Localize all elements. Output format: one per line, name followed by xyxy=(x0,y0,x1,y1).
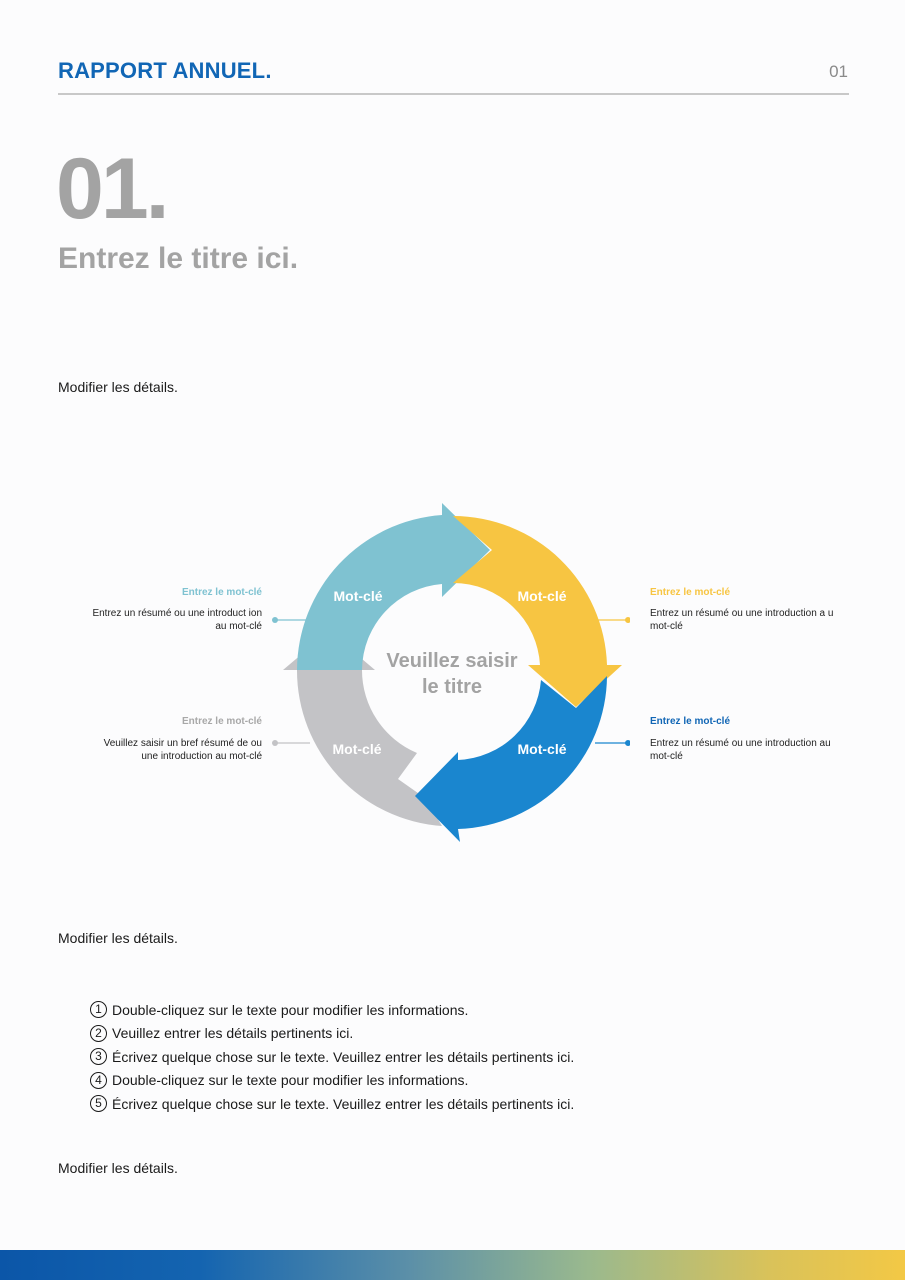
list-number-badge: 5 xyxy=(90,1095,107,1112)
footer-gradient-bar xyxy=(0,1250,905,1280)
callout-description-bottom-left: Veuillez saisir un bref résumé de ou une introduction au mot-clé xyxy=(103,738,262,762)
section-title: Entrez le titre ici. xyxy=(58,242,299,275)
list-number-badge: 2 xyxy=(90,1025,107,1042)
segment-label-top-right: Mot-clé xyxy=(517,588,567,604)
cycle-center-title-line2: le titre xyxy=(421,676,483,698)
list-number-badge: 4 xyxy=(90,1072,107,1089)
cycle-segment-top-left xyxy=(297,503,490,670)
callout-description-top-right: Entrez un résumé ou une introduction a u mot-clé xyxy=(650,608,834,632)
header-divider xyxy=(58,93,849,95)
list-number-badge: 1 xyxy=(90,1001,107,1018)
list-item-text: Écrivez quelque chose sur le texte. Veuillez entrer les détails pertinents ici. xyxy=(112,1095,575,1112)
callout-keyword-bottom-left: Entrez le mot-clé xyxy=(181,716,262,727)
list-item-text: Écrivez quelque chose sur le texte. Veuillez entrer les détails pertinents ici. xyxy=(112,1048,575,1065)
segment-label-top-left: Mot-clé xyxy=(333,588,383,604)
header-title: RAPPORT ANNUEL. xyxy=(58,58,272,83)
paragraph-2: Modifier les détails. xyxy=(58,930,178,946)
list-item-text: Veuillez entrer les détails pertinents ici. xyxy=(112,1025,354,1042)
connector-dot-bottom-left xyxy=(272,740,278,746)
paragraph-1: Modifier les détails. xyxy=(58,379,178,395)
numbered-list xyxy=(90,998,574,1116)
segment-label-bottom-left: Mot-clé xyxy=(332,741,382,757)
list-item xyxy=(90,1045,574,1069)
list-item-text: Double-cliquez sur le texte pour modifier les informations. xyxy=(112,1001,469,1018)
list-number-badge: 3 xyxy=(90,1048,107,1065)
cycle-center-title-line1: Veuillez saisir xyxy=(386,650,518,672)
list-item-text: Double-cliquez sur le texte pour modifier les informations. xyxy=(112,1072,469,1089)
list-item xyxy=(90,1092,574,1116)
list-item xyxy=(90,998,574,1022)
list-item xyxy=(90,1069,574,1093)
section-number: 01. xyxy=(56,141,167,237)
callout-keyword-bottom-right: Entrez le mot-clé xyxy=(650,716,731,727)
callout-keyword-top-left: Entrez le mot-clé xyxy=(181,587,262,598)
callout-description-bottom-right: Entrez un résumé ou une introduction au mot-clé xyxy=(650,738,831,762)
segment-label-bottom-right: Mot-clé xyxy=(517,741,567,757)
list-item xyxy=(90,1022,574,1046)
connector-dot-bottom-right xyxy=(625,740,630,746)
page-number: 01 xyxy=(829,62,848,81)
callout-keyword-top-right: Entrez le mot-clé xyxy=(650,587,731,598)
cycle-diagram xyxy=(270,490,630,850)
paragraph-3: Modifier les détails. xyxy=(58,1160,178,1176)
connector-dot-top-right xyxy=(625,617,630,623)
callout-description-top-left: Entrez un résumé ou une introduct ion au mot-clé xyxy=(92,608,262,632)
connector-dot-top-left xyxy=(272,617,278,623)
